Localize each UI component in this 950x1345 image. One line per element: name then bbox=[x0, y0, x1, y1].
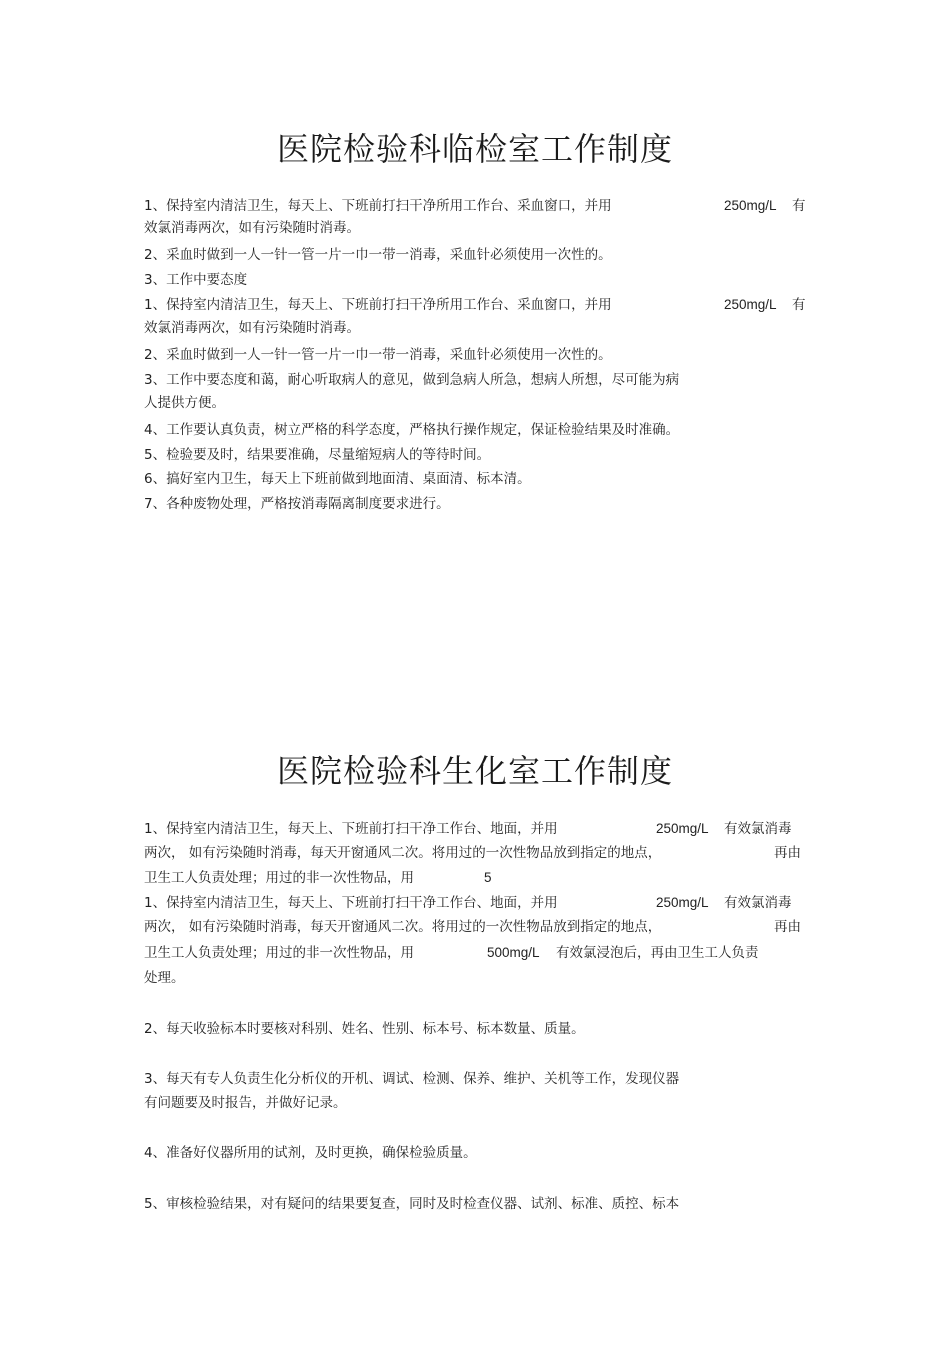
rule-1-repeat-end: 有 bbox=[792, 297, 806, 313]
rule-1-repeat-line-a: 1、保持室内清洁卫生，每天上、下班前打扫干净所用工作台、采血窗口，并用 bbox=[144, 297, 612, 313]
rule-3-partial: 3、工作中要态度 bbox=[144, 272, 248, 288]
rule-1-concentration: 250mg/L bbox=[724, 198, 777, 213]
bio-rule-1-repeat-line-d: 处理。 bbox=[144, 970, 185, 986]
rule-5: 5、检验要及时，结果要准确，尽量缩短病人的等待时间。 bbox=[144, 447, 491, 463]
bio-rule-2: 2、每天收验标本时要核对科别、姓名、性别、标本号、标本数量、质量。 bbox=[144, 1021, 585, 1037]
bio-rule-1-line-c-num: 5 bbox=[484, 870, 492, 885]
bio-rule-3-line-b: 有问题要及时报告，并做好记录。 bbox=[144, 1095, 347, 1111]
bio-rule-1-repeat-line-b-end: 再由 bbox=[774, 919, 801, 935]
rule-1-end: 有 bbox=[792, 198, 806, 214]
rule-1-line-a: 1、保持室内清洁卫生，每天上、下班前打扫干净所用工作台、采血窗口，并用 bbox=[144, 198, 612, 214]
bio-rule-1-line-b: 两次， 如有污染随时消毒，每天开窗通风二次。将用过的一次性物品放到指定的地点， bbox=[144, 845, 662, 861]
bio-rule-5: 5、审核检验结果，对有疑问的结果要复查，同时及时检查仪器、试剂、标准、质控、标本 bbox=[144, 1196, 680, 1212]
rule-3-line-b: 人提供方便。 bbox=[144, 395, 225, 411]
rule-1-line-b: 效氯消毒两次，如有污染随时消毒。 bbox=[144, 220, 360, 236]
bio-rule-3-line-a: 3、每天有专人负责生化分析仪的开机、调试、检测、保养、维护、关机等工作，发现仪器 bbox=[144, 1071, 680, 1087]
bio-rule-1-repeat-line-b: 两次， 如有污染随时消毒，每天开窗通风二次。将用过的一次性物品放到指定的地点， bbox=[144, 919, 662, 935]
rule-4: 4、工作要认真负责，树立严格的科学态度，严格执行操作规定，保证检验结果及时准确。 bbox=[144, 422, 680, 438]
bio-rule-1-repeat-line-c-num: 500mg/L bbox=[487, 945, 540, 960]
bio-rule-1-line-c: 卫生工人负责处理；用过的非一次性物品，用 bbox=[144, 870, 414, 886]
bio-rule-1-repeat-line-c: 卫生工人负责处理；用过的非一次性物品，用 bbox=[144, 945, 414, 961]
rule-2-repeat: 2、采血时做到一人一针一管一片一巾一带一消毒，采血针必须使用一次性的。 bbox=[144, 347, 612, 363]
rule-1-repeat-concentration: 250mg/L bbox=[724, 297, 777, 312]
bio-rule-1-repeat-concentration: 250mg/L bbox=[656, 895, 709, 910]
rule-3-line-a: 3、工作中要态度和蔼，耐心听取病人的意见，做到急病人所急，想病人所想，尽可能为病 bbox=[144, 372, 680, 388]
bio-rule-1-repeat-line-c-end: 有效氯浸泡后，再由卫生工人负责 bbox=[556, 945, 759, 961]
title-biochem-rules: 医院检验科生化室工作制度 bbox=[276, 752, 673, 790]
rule-1-repeat-line-b: 效氯消毒两次，如有污染随时消毒。 bbox=[144, 320, 360, 336]
bio-rule-1-concentration: 250mg/L bbox=[656, 821, 709, 836]
bio-rule-1-line-b-end: 再由 bbox=[774, 845, 801, 861]
bio-rule-1-line-a: 1、保持室内清洁卫生，每天上、下班前打扫干净工作台、地面，并用 bbox=[144, 821, 558, 837]
rule-7: 7、各种废物处理，严格按消毒隔离制度要求进行。 bbox=[144, 496, 450, 512]
bio-rule-1-repeat-line-a: 1、保持室内清洁卫生，每天上、下班前打扫干净工作台、地面，并用 bbox=[144, 895, 558, 911]
title-lab-rules: 医院检验科临检室工作制度 bbox=[276, 130, 673, 168]
rule-6: 6、搞好室内卫生，每天上下班前做到地面清、桌面清、标本清。 bbox=[144, 471, 531, 487]
bio-rule-4: 4、准备好仪器所用的试剂，及时更换，确保检验质量。 bbox=[144, 1145, 477, 1161]
bio-rule-1-repeat-end: 有效氯消毒 bbox=[724, 895, 792, 911]
bio-rule-1-end: 有效氯消毒 bbox=[724, 821, 792, 837]
rule-2: 2、采血时做到一人一针一管一片一巾一带一消毒，采血针必须使用一次性的。 bbox=[144, 247, 612, 263]
